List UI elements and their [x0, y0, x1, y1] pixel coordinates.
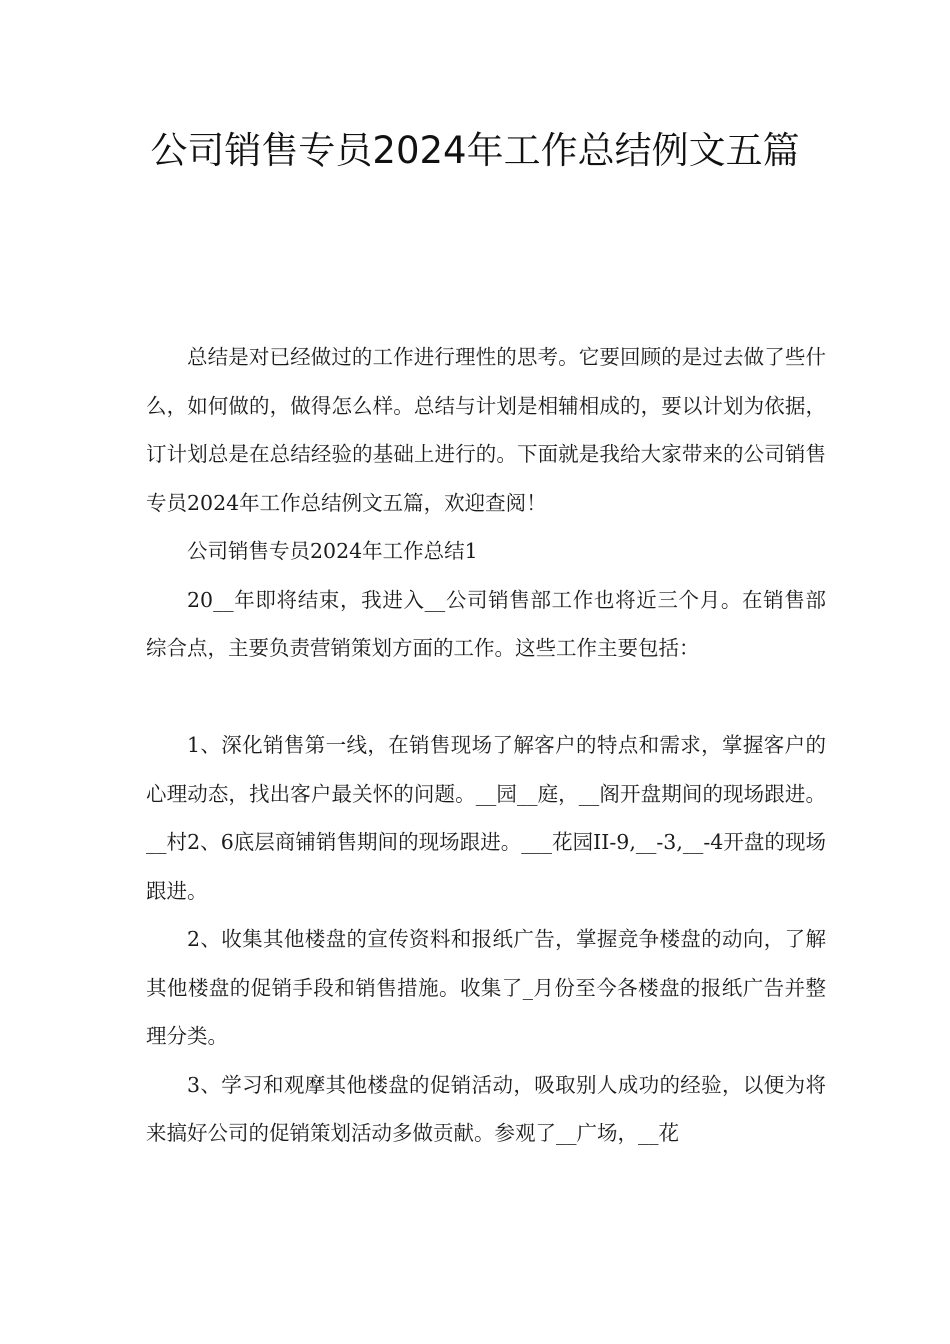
- document-body: [146, 333, 826, 1158]
- intro-paragraph: 总结是对已经做过的工作进行理性的思考。它要回顾的是过去做了些什么，如何做的，做得怎么样。总结与计划是相辅相成的，要以计划为依据，订计划总是在总结经验的基础上进行的。下面就是我给大家带来的公司销售专员2024年工作总结例文五篇，欢迎查阅！: [146, 345, 826, 515]
- list-item: 1、深化销售第一线，在销售现场了解客户的特点和需求，掌握客户的心理动态，找出客户最关怀的问题。__园__庭，__阁开盘期间的现场跟进。__村2、6底层商铺销售期间的现场跟进。___花园II-9,__-3,__-4开盘的现场跟进。: [146, 733, 826, 903]
- blank-line: [146, 673, 826, 722]
- list-item: 3、学习和观摩其他楼盘的促销活动，吸取别人成功的经验，以便为将来搞好公司的促销策划活动多做贡献。参观了__广场，__花: [146, 1072, 826, 1145]
- document-title: 公司销售专员2024年工作总结例文五篇: [150, 129, 800, 172]
- body-paragraph: 20__年即将结束，我进入__公司销售部工作也将近三个月。在销售部综合点，主要负责营销策划方面的工作。这些工作主要包括：: [146, 587, 826, 660]
- list-item: 2、收集其他楼盘的宣传资料和报纸广告，掌握竞争楼盘的动向，了解其他楼盘的促销手段和销售措施。收集了_月份至今各楼盘的报纸广告并整理分类。: [146, 927, 826, 1048]
- section-heading: 公司销售专员2024年工作总结1: [187, 539, 478, 563]
